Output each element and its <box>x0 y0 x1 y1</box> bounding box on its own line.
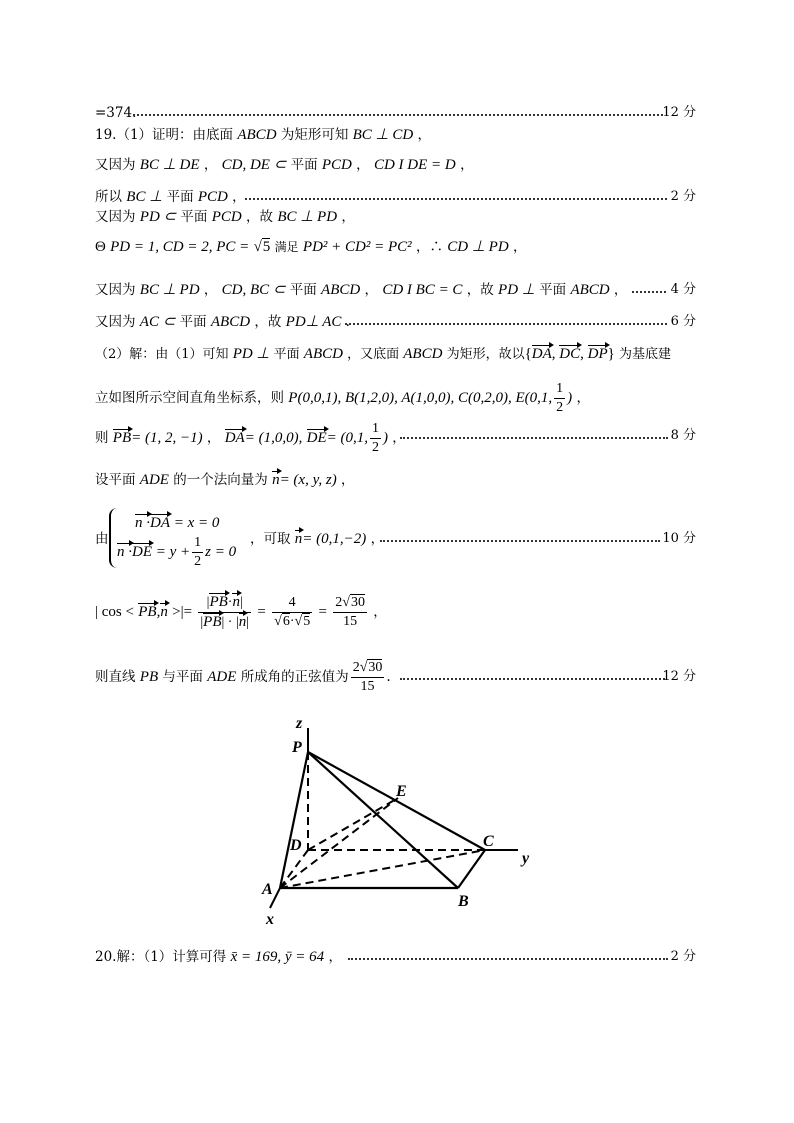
text: ， <box>203 157 218 173</box>
vector-n: n <box>238 614 247 630</box>
sqrt-sign: √ <box>253 239 262 255</box>
text: 又因为 <box>95 157 136 173</box>
coef: 2 <box>335 595 343 610</box>
text: 平面 <box>180 209 208 225</box>
math: | cos < <box>95 604 134 620</box>
line-8 <box>95 311 350 333</box>
system-row-2 <box>117 534 236 570</box>
math: x̄ = 169, ȳ = 64 <box>230 949 325 965</box>
fraction <box>192 534 203 571</box>
text: 设平面 <box>95 472 136 488</box>
text: ， <box>328 949 342 965</box>
math: CD I BC = C <box>382 282 463 298</box>
math: CD I DE = D <box>373 157 456 173</box>
math: ADE <box>139 472 169 488</box>
text: ， <box>341 472 355 488</box>
text: ， <box>460 157 474 173</box>
text: 平面 <box>273 347 300 362</box>
text: 平面 <box>166 189 194 205</box>
text: 为矩形可知 <box>280 127 349 143</box>
vector-PB: PB <box>138 604 157 620</box>
numerator: 1 <box>370 420 381 439</box>
text: 所以 <box>95 189 122 205</box>
line-3 <box>95 154 474 176</box>
numerator: 1 <box>554 380 565 399</box>
system-row-1 <box>135 512 219 534</box>
edge-PB <box>308 752 458 888</box>
fraction <box>333 594 367 631</box>
text: ，故 <box>254 314 282 330</box>
line-11 <box>95 420 406 456</box>
math: PD ⊂ <box>139 209 177 225</box>
label-P: P <box>292 739 302 756</box>
line-15 <box>95 655 391 699</box>
text: 19.（1）证明：由底面 <box>95 127 234 143</box>
vector-PB: PB <box>112 430 132 446</box>
vector-PB: PB <box>209 594 228 610</box>
math: ABCD <box>321 282 361 298</box>
text: 又因为 <box>95 282 136 298</box>
score-label: 4 分 <box>670 282 696 297</box>
radicand: 30 <box>368 660 383 675</box>
text: . <box>345 314 350 330</box>
label-B: B <box>458 893 469 910</box>
denominator: 15 <box>343 614 358 629</box>
vector-n: n · <box>117 544 132 560</box>
line-12 <box>95 469 355 491</box>
line-1 <box>95 102 136 124</box>
math: PCD <box>197 189 228 205</box>
math: ) <box>383 430 388 446</box>
radicand: 30 <box>350 595 365 610</box>
math: ABCD <box>210 314 251 330</box>
text: ， <box>392 430 406 446</box>
math: ABCD <box>570 282 610 298</box>
math: BC ⊥ DE <box>139 157 200 173</box>
edge-DE <box>308 798 398 850</box>
brace: { <box>524 346 532 362</box>
text: ，故 <box>246 209 274 225</box>
line-14 <box>95 590 387 634</box>
text: ， <box>373 604 387 620</box>
denominator: 15 <box>360 679 375 694</box>
math: ABCD <box>237 127 277 143</box>
math: = (0,1, <box>326 430 368 446</box>
text: 平面 <box>289 282 317 298</box>
text: ， <box>364 282 379 298</box>
vector-n: n <box>294 531 303 547</box>
math: PCD <box>211 209 242 225</box>
fraction <box>554 380 565 417</box>
text: 则 <box>95 430 109 446</box>
leader-dots <box>400 676 665 680</box>
text: ， <box>203 282 218 298</box>
math: CD, BC ⊂ <box>221 282 286 298</box>
text: ， <box>206 430 221 446</box>
dot: · <box>289 614 295 629</box>
text: = <box>257 604 266 620</box>
abs-bar: | <box>239 595 243 610</box>
label-A: A <box>262 881 273 898</box>
leader-dots <box>400 435 668 439</box>
text: 由 <box>95 531 109 547</box>
score-label: 2 分 <box>670 949 696 964</box>
score-label: 6 分 <box>670 314 696 329</box>
math: CD, DE ⊂ <box>221 157 287 173</box>
text: = <box>318 604 327 620</box>
coef: 2 <box>352 660 360 675</box>
text: 平面 <box>179 314 207 330</box>
numerator: 1 <box>192 534 203 553</box>
text: 所成角的正弦值为 <box>240 669 349 685</box>
abs-dot: | · | <box>221 615 239 630</box>
math: PD ⊥ <box>498 282 535 298</box>
pyramid-figure <box>240 710 560 935</box>
math: P(0,0,1), B(1,2,0), A(1,0,0), C(0,2,0), E(0,1, <box>288 390 553 406</box>
math: ADE <box>207 669 237 685</box>
text: ，可取 <box>250 531 291 547</box>
text: 的一个法向量为 <box>173 472 268 488</box>
line-2 <box>95 124 431 146</box>
fraction <box>370 420 381 457</box>
vector-DP: DP <box>587 346 608 362</box>
math: = (1,0,0), <box>244 430 303 446</box>
score-label: 8 分 <box>670 428 696 443</box>
text: （2）解：由（1）可知 <box>95 347 229 362</box>
math: BC ⊥ PD <box>277 209 338 225</box>
line-10 <box>95 380 590 416</box>
text: 为矩形，故以 <box>446 347 525 362</box>
math: PB <box>139 669 159 685</box>
vector-DA: DA <box>150 515 170 531</box>
fraction <box>272 594 312 631</box>
text: ， <box>341 209 355 225</box>
math: = (x, y, z) <box>279 472 337 488</box>
label-D: D <box>290 837 302 854</box>
math: >|= <box>172 604 193 620</box>
vector-PB: PB <box>203 614 222 630</box>
abs-bar: | <box>200 615 204 630</box>
score-label: 12 分 <box>662 669 696 684</box>
numerator: 2√30 <box>333 594 367 613</box>
text: Θ <box>95 239 106 255</box>
denominator: 2 <box>194 554 202 569</box>
score-label: 12 分 <box>662 105 696 120</box>
vector-n: n · <box>135 515 150 531</box>
line-13-tail <box>250 528 384 550</box>
score-label: 10 分 <box>662 531 696 546</box>
brace: } <box>607 346 615 362</box>
math: z = 0 <box>205 544 237 560</box>
math: ABCD <box>403 346 443 362</box>
leader-dots <box>345 321 667 325</box>
line-7 <box>95 279 627 301</box>
text: ， <box>370 531 385 547</box>
abs-bar: | <box>206 595 210 610</box>
line-9 <box>95 343 671 365</box>
math: PCD <box>321 157 352 173</box>
denominator: 2 <box>556 400 564 415</box>
text: 平面 <box>539 282 567 298</box>
text: ， <box>356 157 370 173</box>
math: AC ⊂ <box>139 314 176 330</box>
vector-n: n <box>160 604 168 620</box>
text: 为基底建 <box>618 347 671 362</box>
leader-dots <box>348 956 668 960</box>
vector-DE: DE <box>306 430 327 446</box>
math: PD² + CD² = PC² <box>302 239 412 255</box>
text: ，又底面 <box>347 347 400 362</box>
line-4 <box>95 186 246 208</box>
math: PD = 1, CD = 2, PC = <box>110 239 250 255</box>
text: 则直线 <box>95 669 136 685</box>
vector-DC: DC <box>559 346 581 362</box>
edge-AC <box>280 850 485 888</box>
text: 平面 <box>290 157 318 173</box>
numerator: 2√30 <box>351 659 385 678</box>
label-E: E <box>396 783 407 800</box>
text: ， <box>417 127 431 143</box>
math: CD ⊥ PD <box>447 239 509 255</box>
vector-n: n <box>232 594 240 610</box>
text: ， <box>232 189 246 205</box>
math: = x = 0 <box>170 515 220 531</box>
vector-DE: DE <box>132 544 152 560</box>
text: 又因为 <box>95 314 136 330</box>
math: = (0,1,−2) <box>302 531 367 547</box>
fraction <box>351 659 385 696</box>
text: 满足 <box>274 240 299 254</box>
math: BC ⊥ PD <box>139 282 200 298</box>
text: , <box>580 346 588 362</box>
math: BC ⊥ CD <box>352 127 414 143</box>
math: PD ⊥ <box>232 346 270 362</box>
label-x: x <box>266 911 274 928</box>
denominator <box>198 613 251 632</box>
text: 立如图所示空间直角坐标系，则 <box>95 390 284 406</box>
dot: · <box>227 595 233 610</box>
math: ABCD <box>303 346 343 362</box>
math: = y + <box>152 544 191 560</box>
vector-DA: DA <box>531 346 552 362</box>
leader-dots <box>380 538 660 542</box>
math: BC ⊥ <box>126 189 163 205</box>
line-13-lead <box>95 528 109 550</box>
text: 20.解：（1）计算可得 <box>95 949 227 965</box>
line-6 <box>95 236 526 258</box>
leader-dots <box>133 112 663 116</box>
vector-DA: DA <box>224 430 245 446</box>
fraction <box>198 593 251 632</box>
radicand: 6 <box>282 614 290 629</box>
text: 又因为 <box>95 209 136 225</box>
line-16 <box>95 946 342 968</box>
score-label: 2 分 <box>670 189 696 204</box>
vector-n: n <box>272 472 280 488</box>
radicand: 5 <box>262 239 271 255</box>
math: ) <box>567 390 573 406</box>
text: ， <box>613 282 628 298</box>
text: , <box>551 346 560 362</box>
math: PD⊥ AC <box>285 314 342 330</box>
leader-dots <box>245 196 667 200</box>
text: =374. <box>95 105 137 121</box>
math: , <box>156 604 161 620</box>
edge-PA <box>280 752 308 888</box>
denominator: 2 <box>372 440 379 455</box>
numerator: 4 <box>272 594 312 613</box>
line-5 <box>95 206 355 228</box>
text: ， <box>576 390 590 406</box>
text: 与平面 <box>162 669 203 685</box>
radicand: 5 <box>303 614 311 629</box>
text: ，∴ <box>415 239 443 255</box>
label-y: y <box>522 850 530 867</box>
denominator: √6·√5 <box>274 614 311 629</box>
leader-dots <box>632 289 666 293</box>
math: = (1, 2, −1) <box>131 430 203 446</box>
text: ， <box>512 239 527 255</box>
text: . <box>386 669 391 685</box>
label-z: z <box>296 715 303 732</box>
text: ，故 <box>466 282 494 298</box>
label-C: C <box>483 833 494 850</box>
abs-bar: | <box>246 615 250 630</box>
edge-BC <box>458 850 485 888</box>
